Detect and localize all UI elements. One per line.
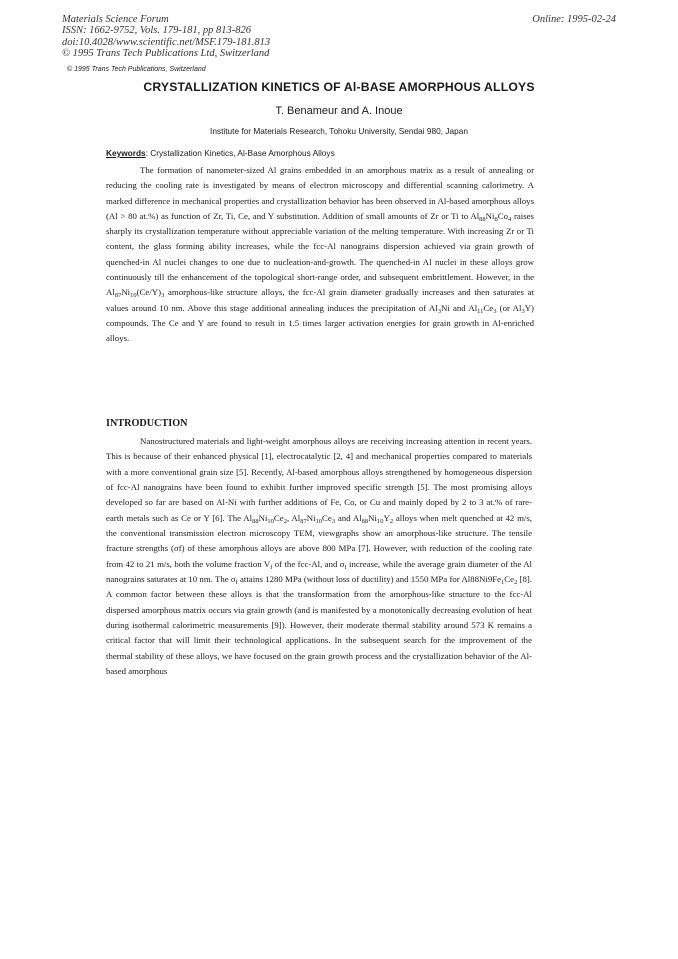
paper-affiliation: Institute for Materials Research, Tohoku University, Sendai 980, Japan	[210, 126, 468, 136]
online-date: Online: 1995-02-24	[532, 14, 616, 25]
doi-link[interactable]: doi:10.4028/www.scientific.net/MSF.179-181.813	[62, 36, 271, 48]
introduction-paragraph: Nanostructured materials and light-weight amorphous alloys are receiving increasing attention in recent years. This is because of their enhanced physical [1], electrocatalytic [2, 4] and mechanical properties compared to materials with a more conventional grain size [5]. Recently, Al-based amorphous alloys strengthened by homogeneous dispersion of fcc-Al nanograins have been found to exhibit further improved specific strength [5]. The most promising alloys developed so far are based on Al-Ni with further additions of Fe, Co, or Cu and mainly doped by 2 to 3 at.% of rare-earth metals such as Ce or Y [6]. The $Al_{88}Ni_{10}Ce_2$, $Al_{87}Ni_{10}Ce_3$ and $Al_{88}Ni_{10}Y_2$ alloys when melt quenched at 42 m/s, the conventional transmission electron microscopy TEM, viewgraphs show an amorphous-like structure. The tensile fracture strengths (σf) of these amorphous alloys are above 800 MPa [7]. However, with reduction of the cooling rate from 42 to 21 m/s, both the volume fraction $V_f$ of the fcc-Al, and $\sigma_f$ increase, while the average grain diameter of the Al nanograins saturates at 10 nm. The $\sigma_f$ attains 1280 MPa (without loss of ductility) and 1550 MPa for $Al88Ni9Fe_1Ce_2$ [8]. A common factor between these alloys is that the transformation from the amorphous-like structure to the fcc-Al dispersed amorphous matrix occurs via grain growth (and is manifested by a monotonically decreasing evolution of heat during isothermal calorimetric measurements [9]). However, their moderate thermal stability around 573 K remains a critical factor that will limit their technological applications. In the subsequent search for the improvement of the thermal stability of these alloys, we have focused on the grain growth process and the crystallization behavior of the Al-based amorphous	[106, 436, 532, 677]
issn-line: ISSN: 1662-9752, Vols. 179-181, pp 813-826	[62, 25, 251, 37]
abstract-paragraph: The formation of nanometer-sized Al grains embedded in an amorphous matrix as a result of annealing or reducing the cooling rate is investigated by means of electron microscopy and differential scanning calorimetry. A marked difference in mechanical properties and crystallization behavior has been observed in Al-based amorphous alloys (Al > 80 at.%) as function of Zr, Ti, Ce, and Y substitution. Addition of small amounts of Zr or Ti to $Al_{88}Ni_8Co_4$ raises sharply its crystallization temperature without appreciable variation of the melting temperature. With increasing Zr or Ti content, the glass forming ability increases, while the fcc-Al nanograins dispersion achieved via grain growth of quenched-in Al nuclei changes to one due to nucleation-and-growth. The quenched-in Al nuclei in these alloys grow continuously till the enhancement of the topological short-range order, and subsequent embrittlement. However, in the $Al_{87}Ni_{10}(Ce/Y)_3$ amorphous-like structure alloys, the fcc-Al grain diameter gradually increases and then saturates at values around 10 nm. Above this stage additional annealing induces the precipitation of $Al_3Ni$ and $Al_{11}Ce_3$ (or $Al_3Y$) compounds. The Ce and Y are found to result in 1.5 times larger activation energies for grain growth in Al-enriched alloys.	[106, 165, 534, 344]
keywords-label: Keywords	[106, 148, 146, 158]
abstract	[106, 163, 534, 347]
copyright-small: © 1995 Trans Tech Publications, Switzerland	[67, 66, 206, 73]
keywords-text: : Crystallization Kinetics, Al-Base Amorphous Alloys	[145, 148, 335, 158]
keywords-line	[106, 148, 335, 158]
paper-authors: T. Benameur and A. Inoue	[275, 105, 403, 117]
journal-name: Materials Science Forum	[62, 14, 169, 25]
introduction-body	[106, 434, 532, 680]
copyright-line: © 1995 Trans Tech Publications Ltd, Switzerland	[62, 47, 270, 59]
publication-header	[62, 14, 270, 59]
paper-title: CRYSTALLIZATION KINETICS OF Al-BASE AMORPHOUS ALLOYS	[143, 80, 535, 94]
section-heading-introduction: INTRODUCTION	[106, 418, 188, 429]
